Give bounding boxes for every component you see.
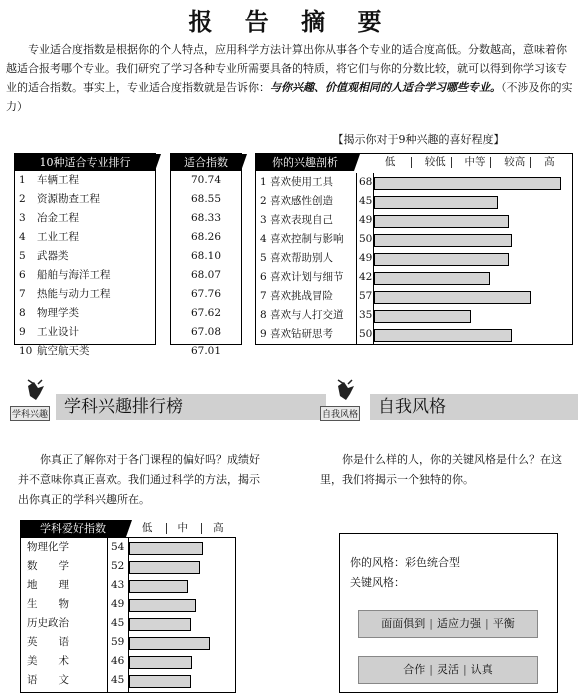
chart-bar <box>374 177 561 190</box>
level-label: 高 <box>213 522 224 534</box>
ranking-score: 67.08 <box>190 326 222 338</box>
ranking-score: 68.55 <box>190 193 222 205</box>
chart-row-label: 历史政治 <box>27 617 69 629</box>
chart-bar <box>129 675 191 688</box>
chart-row-label: 美 术 <box>27 655 69 667</box>
subject-bars <box>128 538 236 692</box>
style-paragraph: 你是什么样的人，你的关键风格是什么？在这里，我们将揭示一个独特的你。 <box>320 453 562 486</box>
chart-row-value: 50 <box>359 233 373 245</box>
level-label: 低 <box>384 156 396 168</box>
ranking-major-name: 工业工程 <box>37 231 79 243</box>
ranking-score: 68.07 <box>190 269 222 281</box>
level-label: 较高 <box>504 156 526 168</box>
level-label: 低 <box>141 522 153 534</box>
your-style-value: 彩色统合型 <box>405 556 460 569</box>
key-style-label: 关键风格： <box>350 576 405 589</box>
chart-row-value: 45 <box>111 617 125 629</box>
subject-paragraph: 你真正了解你对于各门课程的偏好吗？成绩好并不意味你真正喜欢。我们通过科学的方法，揭示出你真正的学科兴趣所在。 <box>18 453 260 506</box>
chart-row-value: 43 <box>111 579 125 591</box>
ranking-number: 7 <box>19 288 26 300</box>
chart-bar <box>374 329 512 342</box>
ranking-row <box>15 209 155 228</box>
ranking-score: 68.10 <box>190 250 222 262</box>
ranking-major-name: 武器类 <box>37 250 69 262</box>
subject-tag: 学科兴趣 <box>10 406 50 421</box>
chart-row-label: 英 语 <box>27 636 69 648</box>
chart-row-value: 68 <box>359 176 373 188</box>
ranking-score: 67.62 <box>190 307 222 319</box>
chart-bar <box>374 215 509 228</box>
chart-bar <box>129 599 196 612</box>
ranking-row <box>15 304 155 323</box>
your-style-line <box>350 554 460 570</box>
level-separator <box>166 523 167 534</box>
ranking-number: 5 <box>19 250 26 262</box>
key-style-group-1 <box>358 610 538 638</box>
page-title: 报 告 摘 要 <box>188 7 394 36</box>
intro-text-2: （不涉及你的实力） <box>6 81 573 113</box>
level-label: 中等 <box>464 156 486 168</box>
ranking-major-name: 车辆工程 <box>37 174 79 186</box>
level-label: 高 <box>544 156 555 168</box>
chart-row-label: 生 物 <box>27 598 69 610</box>
ranking-row <box>15 323 155 342</box>
chart-row-label: 3 喜欢表现自己 <box>260 214 334 226</box>
chart-bar <box>374 272 490 285</box>
intro-emphasis: 与你兴趣、价值观相同的人适合学习哪些专业。 <box>270 81 501 94</box>
chart-bar <box>129 561 200 574</box>
chart-row-label: 物理化学 <box>27 541 69 553</box>
ranking-row <box>15 190 155 209</box>
ranking-major-name: 船舶与海洋工程 <box>37 269 111 281</box>
ranking-score: 70.74 <box>190 174 222 186</box>
ranking-row <box>15 247 155 266</box>
level-label: 中 <box>177 522 188 534</box>
chart-row-label: 7 喜欢挑战冒险 <box>260 290 334 302</box>
chart-row-value: 45 <box>111 674 125 686</box>
chart-row-label: 6 喜欢计划与细节 <box>260 271 344 283</box>
ranking-major-name: 物理学类 <box>37 307 79 319</box>
ranking-row <box>15 171 155 190</box>
subject-header: 学科爱好指数 <box>20 520 126 537</box>
subject-banner-icon <box>14 378 58 426</box>
chart-bar <box>129 618 191 631</box>
chart-row-label: 语 文 <box>27 674 69 686</box>
chart-row-value: 50 <box>359 328 373 340</box>
ranking-row <box>15 342 155 361</box>
chart-row-label: 2 喜欢感性创造 <box>260 195 334 207</box>
ranking-rows <box>15 171 155 361</box>
subject-chart-header-row <box>20 520 250 537</box>
level-separator <box>201 523 202 534</box>
key-style-item: 平衡 <box>492 617 515 630</box>
chart-row-label: 9 喜欢钻研思考 <box>260 328 334 340</box>
ranking-row <box>15 285 155 304</box>
interest-labels <box>256 173 356 344</box>
style-banner-title: 自我风格 <box>370 394 578 420</box>
interests-chart <box>255 153 573 345</box>
chart-row-value: 57 <box>359 290 373 302</box>
chart-row-label: 5 喜欢帮助别人 <box>260 252 334 264</box>
key-style-item: 灵活 <box>437 663 459 676</box>
level-separator <box>411 157 412 168</box>
chart-row-value: 42 <box>359 271 373 283</box>
ranking-row <box>15 228 155 247</box>
ranking-score: 68.33 <box>190 212 222 224</box>
chart-row-label: 数 学 <box>27 560 69 572</box>
key-style-group-2 <box>358 656 538 684</box>
chart-bar <box>129 637 210 650</box>
subject-labels <box>21 538 107 690</box>
ranking-major-name: 资源勘查工程 <box>37 193 100 205</box>
score-header: 适合指数 <box>171 154 241 171</box>
interests-header: 你的兴趣剖析 <box>256 154 354 171</box>
group-separator: | <box>463 663 467 676</box>
level-label: 较低 <box>424 156 446 168</box>
chart-bar <box>374 310 471 323</box>
level-separator <box>490 157 491 168</box>
ranking-score: 67.76 <box>190 288 222 300</box>
key-style-item: 面面俱到 <box>381 617 426 630</box>
interest-values <box>356 173 373 344</box>
chart-row-label: 4 喜欢控制与影响 <box>260 233 344 245</box>
score-table <box>170 153 242 357</box>
chart-bar <box>374 253 509 266</box>
your-style-label: 你的风格： <box>350 556 405 569</box>
ranking-row <box>15 266 155 285</box>
chart-row-value: 49 <box>111 598 125 610</box>
ranking-major-name: 冶金工程 <box>37 212 79 224</box>
group-separator: | <box>429 663 433 676</box>
chart-bar <box>129 656 192 669</box>
chart-row-label: 地 理 <box>27 579 69 591</box>
ranking-major-name: 热能与动力工程 <box>37 288 111 300</box>
ranking-number: 10 <box>19 345 33 357</box>
ranking-score: 67.01 <box>190 345 222 357</box>
chart-bar <box>374 234 512 247</box>
chart-bar <box>129 580 188 593</box>
ranking-major-name: 航空航天类 <box>37 345 90 357</box>
chart-row-label: 8 喜欢与人打交道 <box>260 309 344 321</box>
level-separator <box>530 157 531 168</box>
chart-row-value: 59 <box>111 636 125 648</box>
intro-text-1: 专业适合度指数是根据你的个人特点，应用科学方法计算出你从事各个专业的适合度高低。分数越高，意味着你越适合报考哪个专业。我们研究了学习各种专业所需要具备的特质，将它们与你的分数比较，就可以得到你学习该专业的适合指数。事实上，专业适合度指数就是告诉你： <box>6 43 567 94</box>
style-tag: 自我风格 <box>320 406 360 421</box>
ranking-number: 8 <box>19 307 26 319</box>
chart-row-value: 35 <box>359 309 373 321</box>
ranking-number: 2 <box>19 193 26 205</box>
intro-paragraph <box>6 40 576 116</box>
key-style-item: 认真 <box>470 663 493 676</box>
subject-banner-title: 学科兴趣排行榜 <box>56 394 326 420</box>
group-separator: | <box>485 617 489 630</box>
chart-row-value: 49 <box>359 214 373 226</box>
ranking-number: 4 <box>19 231 26 243</box>
chart-row-label: 1 喜欢使用工具 <box>260 176 334 188</box>
chart-row-value: 46 <box>111 655 125 667</box>
ranking-number: 9 <box>19 326 26 338</box>
ranking-header: 10种适合专业排行 <box>15 154 155 171</box>
ranking-major-name: 工业设计 <box>37 326 79 338</box>
interest-level-labels <box>373 154 572 171</box>
ranking-number: 1 <box>19 174 26 186</box>
chart-bar <box>374 196 498 209</box>
chart-bar <box>374 291 531 304</box>
interest-bars <box>373 173 573 344</box>
style-banner-icon <box>324 378 368 426</box>
chart-row-value: 54 <box>111 541 125 553</box>
ranking-score: 68.26 <box>190 231 222 243</box>
subject-values <box>107 538 128 692</box>
key-style-item: 适应力强 <box>437 617 481 630</box>
major-ranking-table <box>14 153 156 357</box>
ranking-number: 6 <box>19 269 26 281</box>
style-box <box>339 533 558 693</box>
chart-bar <box>129 542 203 555</box>
subject-chart <box>20 537 236 693</box>
chart-row-value: 45 <box>359 195 373 207</box>
interests-caption: 【揭示你对于9种兴趣的喜好程度】 <box>332 133 505 146</box>
chart-row-value: 49 <box>359 252 373 264</box>
score-rows <box>171 171 241 361</box>
group-separator: | <box>429 617 433 630</box>
ranking-number: 3 <box>19 212 26 224</box>
level-separator <box>451 157 452 168</box>
subject-level-labels <box>132 520 239 537</box>
key-style-item: 合作 <box>403 663 426 676</box>
chart-row-value: 52 <box>111 560 125 572</box>
